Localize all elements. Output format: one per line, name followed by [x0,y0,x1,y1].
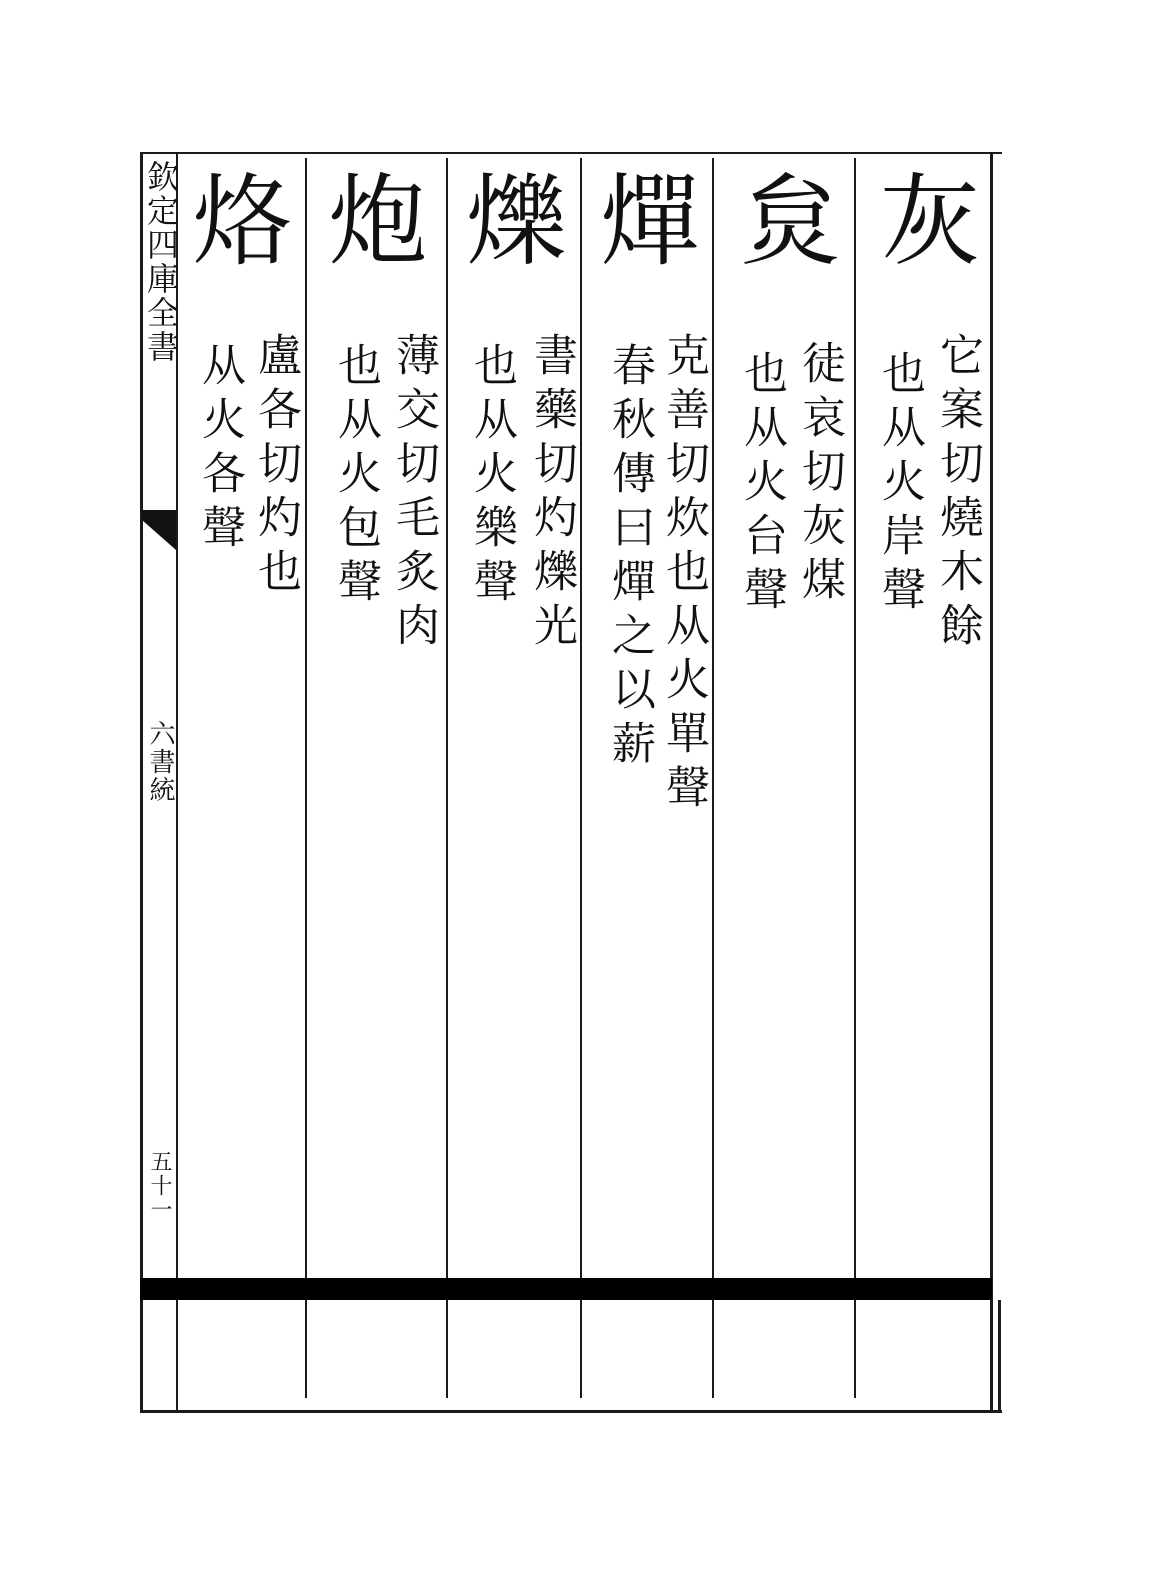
entry-text-line: 書藥切灼爍光 [526,332,577,656]
seal-character: 爍 [466,163,566,280]
entry-text-line: 春秋傳曰燀之以薪 [604,342,655,774]
fish-tail-mark [142,510,182,550]
outer-right-edge [998,1300,1001,1412]
margin-section-title: 六書統 [145,720,175,804]
entry-text-line: 也从火岸聲 [874,350,925,620]
entry-text-line: 克善切炊也从火單聲 [658,332,709,818]
entry-text-line: 也从火台聲 [736,350,787,620]
column-divider [580,158,582,1398]
seal-character: 灰 [880,163,980,280]
column-divider [854,158,856,1398]
seal-character: 炱 [740,163,840,280]
margin-page-number: 五十一 [147,1150,172,1222]
margin-book-title: 欽定四庫全書 [142,160,180,364]
entry-text-line: 它案切燒木餘 [932,332,983,656]
column-divider [446,158,448,1398]
seal-character: 炮 [328,163,428,280]
column-divider [305,158,307,1398]
entry-text-line: 也从火包聲 [330,342,381,612]
bottom-thick-rule [140,1278,992,1300]
entry-text-line: 盧各切灼也 [250,332,301,602]
seal-character: 烙 [192,163,292,280]
entry-text-line: 也从火樂聲 [466,342,517,612]
entry-text-line: 从火各聲 [194,342,245,558]
column-divider [712,158,714,1398]
top-border [140,152,1002,154]
entry-text-line: 薄交切毛炙肉 [388,332,439,656]
seal-character: 燀 [600,163,700,280]
bottom-border [140,1410,1002,1413]
entry-text-line: 徒哀切灰煤 [794,340,845,610]
outer-right-border [990,152,993,1412]
